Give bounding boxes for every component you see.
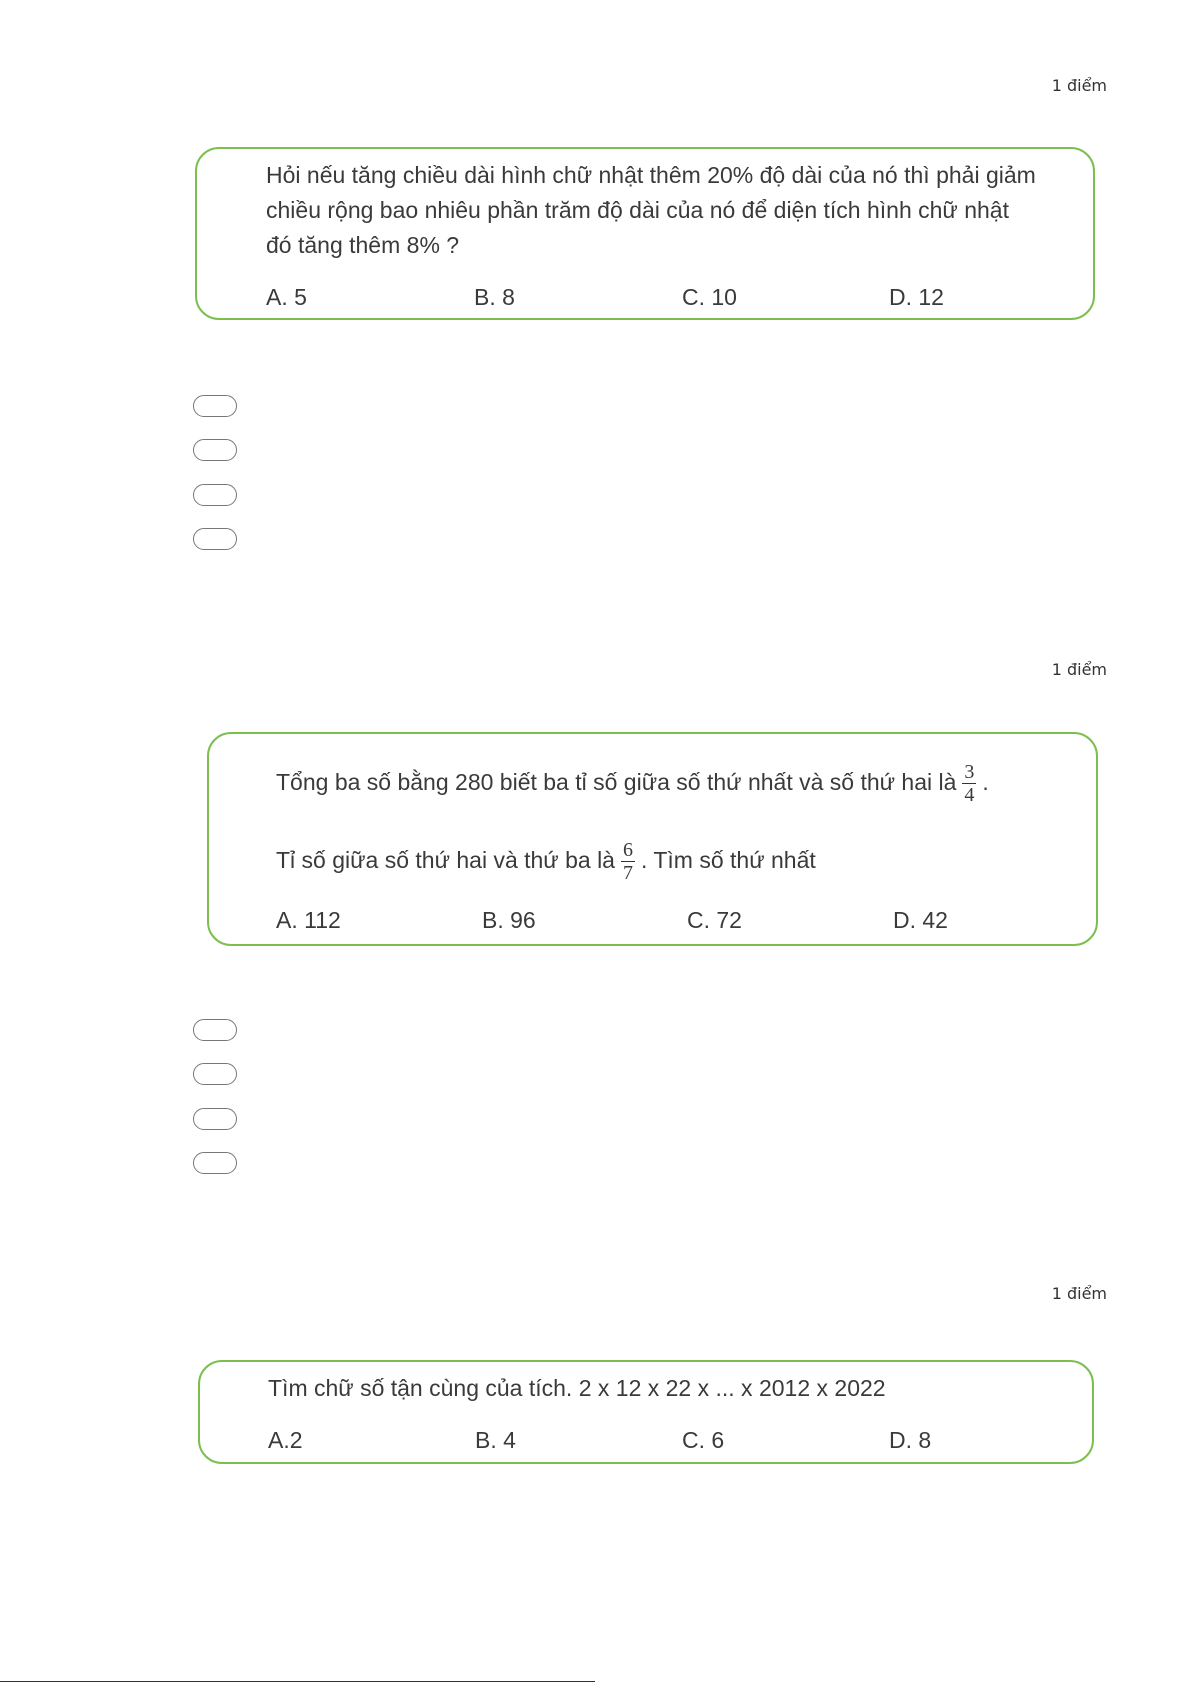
question-1-radio-b[interactable] <box>193 439 237 461</box>
question-2-radio-b[interactable] <box>193 1063 237 1085</box>
question-2-option-c: C. 72 <box>687 907 742 933</box>
question-2-radio-c[interactable] <box>193 1108 237 1130</box>
question-2-option-b: B. 96 <box>482 907 536 933</box>
question-1-points: 1 điểm <box>1051 76 1107 95</box>
question-2-radio-a[interactable] <box>193 1019 237 1041</box>
question-1-line-1: Hỏi nếu tăng chiều dài hình chữ nhật thêm 20% độ dài của nó thì phải giảm <box>266 162 1036 188</box>
question-2-points: 1 điểm <box>1051 660 1107 679</box>
question-3-option-a: A.2 <box>268 1427 303 1453</box>
question-3-option-d: D. 8 <box>889 1427 932 1453</box>
question-3-points: 1 điểm <box>1051 1284 1107 1303</box>
question-1-line-3: đó tăng thêm 8% ? <box>266 232 460 258</box>
question-1-option-a: A. 5 <box>266 284 307 310</box>
question-1-radio-d[interactable] <box>193 528 237 550</box>
question-3-option-b: B. 4 <box>475 1427 516 1453</box>
question-2-radio-d[interactable] <box>193 1152 237 1174</box>
question-1-radio-c[interactable] <box>193 484 237 506</box>
question-1-option-d: D. 12 <box>889 284 944 310</box>
question-2-option-d: D. 42 <box>893 907 948 933</box>
fraction-3-4: $\frac{3}{4}$ <box>964 761 975 807</box>
question-3-line: Tìm chữ số tận cùng của tích. 2 x 12 x 22 x ... x 2012 x 2022 <box>268 1375 886 1401</box>
question-1-line-2: chiều rộng bao nhiêu phần trăm độ dài của nó để diện tích hình chữ nhật <box>266 197 1009 223</box>
question-1-option-b: B. 8 <box>474 284 515 310</box>
question-3-option-c: C. 6 <box>682 1427 725 1453</box>
question-1-option-c: C. 10 <box>682 284 737 310</box>
question-2-line-1-text: Tổng ba số bằng 280 biết ba tỉ số giữa số thứ nhất và số thứ hai là <box>276 769 957 795</box>
question-2-option-a: A. 112 <box>276 907 341 933</box>
footer-divider <box>0 1681 595 1682</box>
question-2-line-2: Tỉ số giữa số thứ hai và thứ ba là $\frac{6}{7}$ . Tìm số thứ nhất <box>276 839 816 885</box>
question-2-line-2-text: Tỉ số giữa số thứ hai và thứ ba là <box>276 847 615 873</box>
question-1-radio-a[interactable] <box>193 395 237 417</box>
question-2-line-1: Tổng ba số bằng 280 biết ba tỉ số giữa số thứ nhất và số thứ hai là $\frac{3}{4}$ . <box>276 761 989 807</box>
fraction-6-7: $\frac{6}{7}$ <box>622 839 633 885</box>
